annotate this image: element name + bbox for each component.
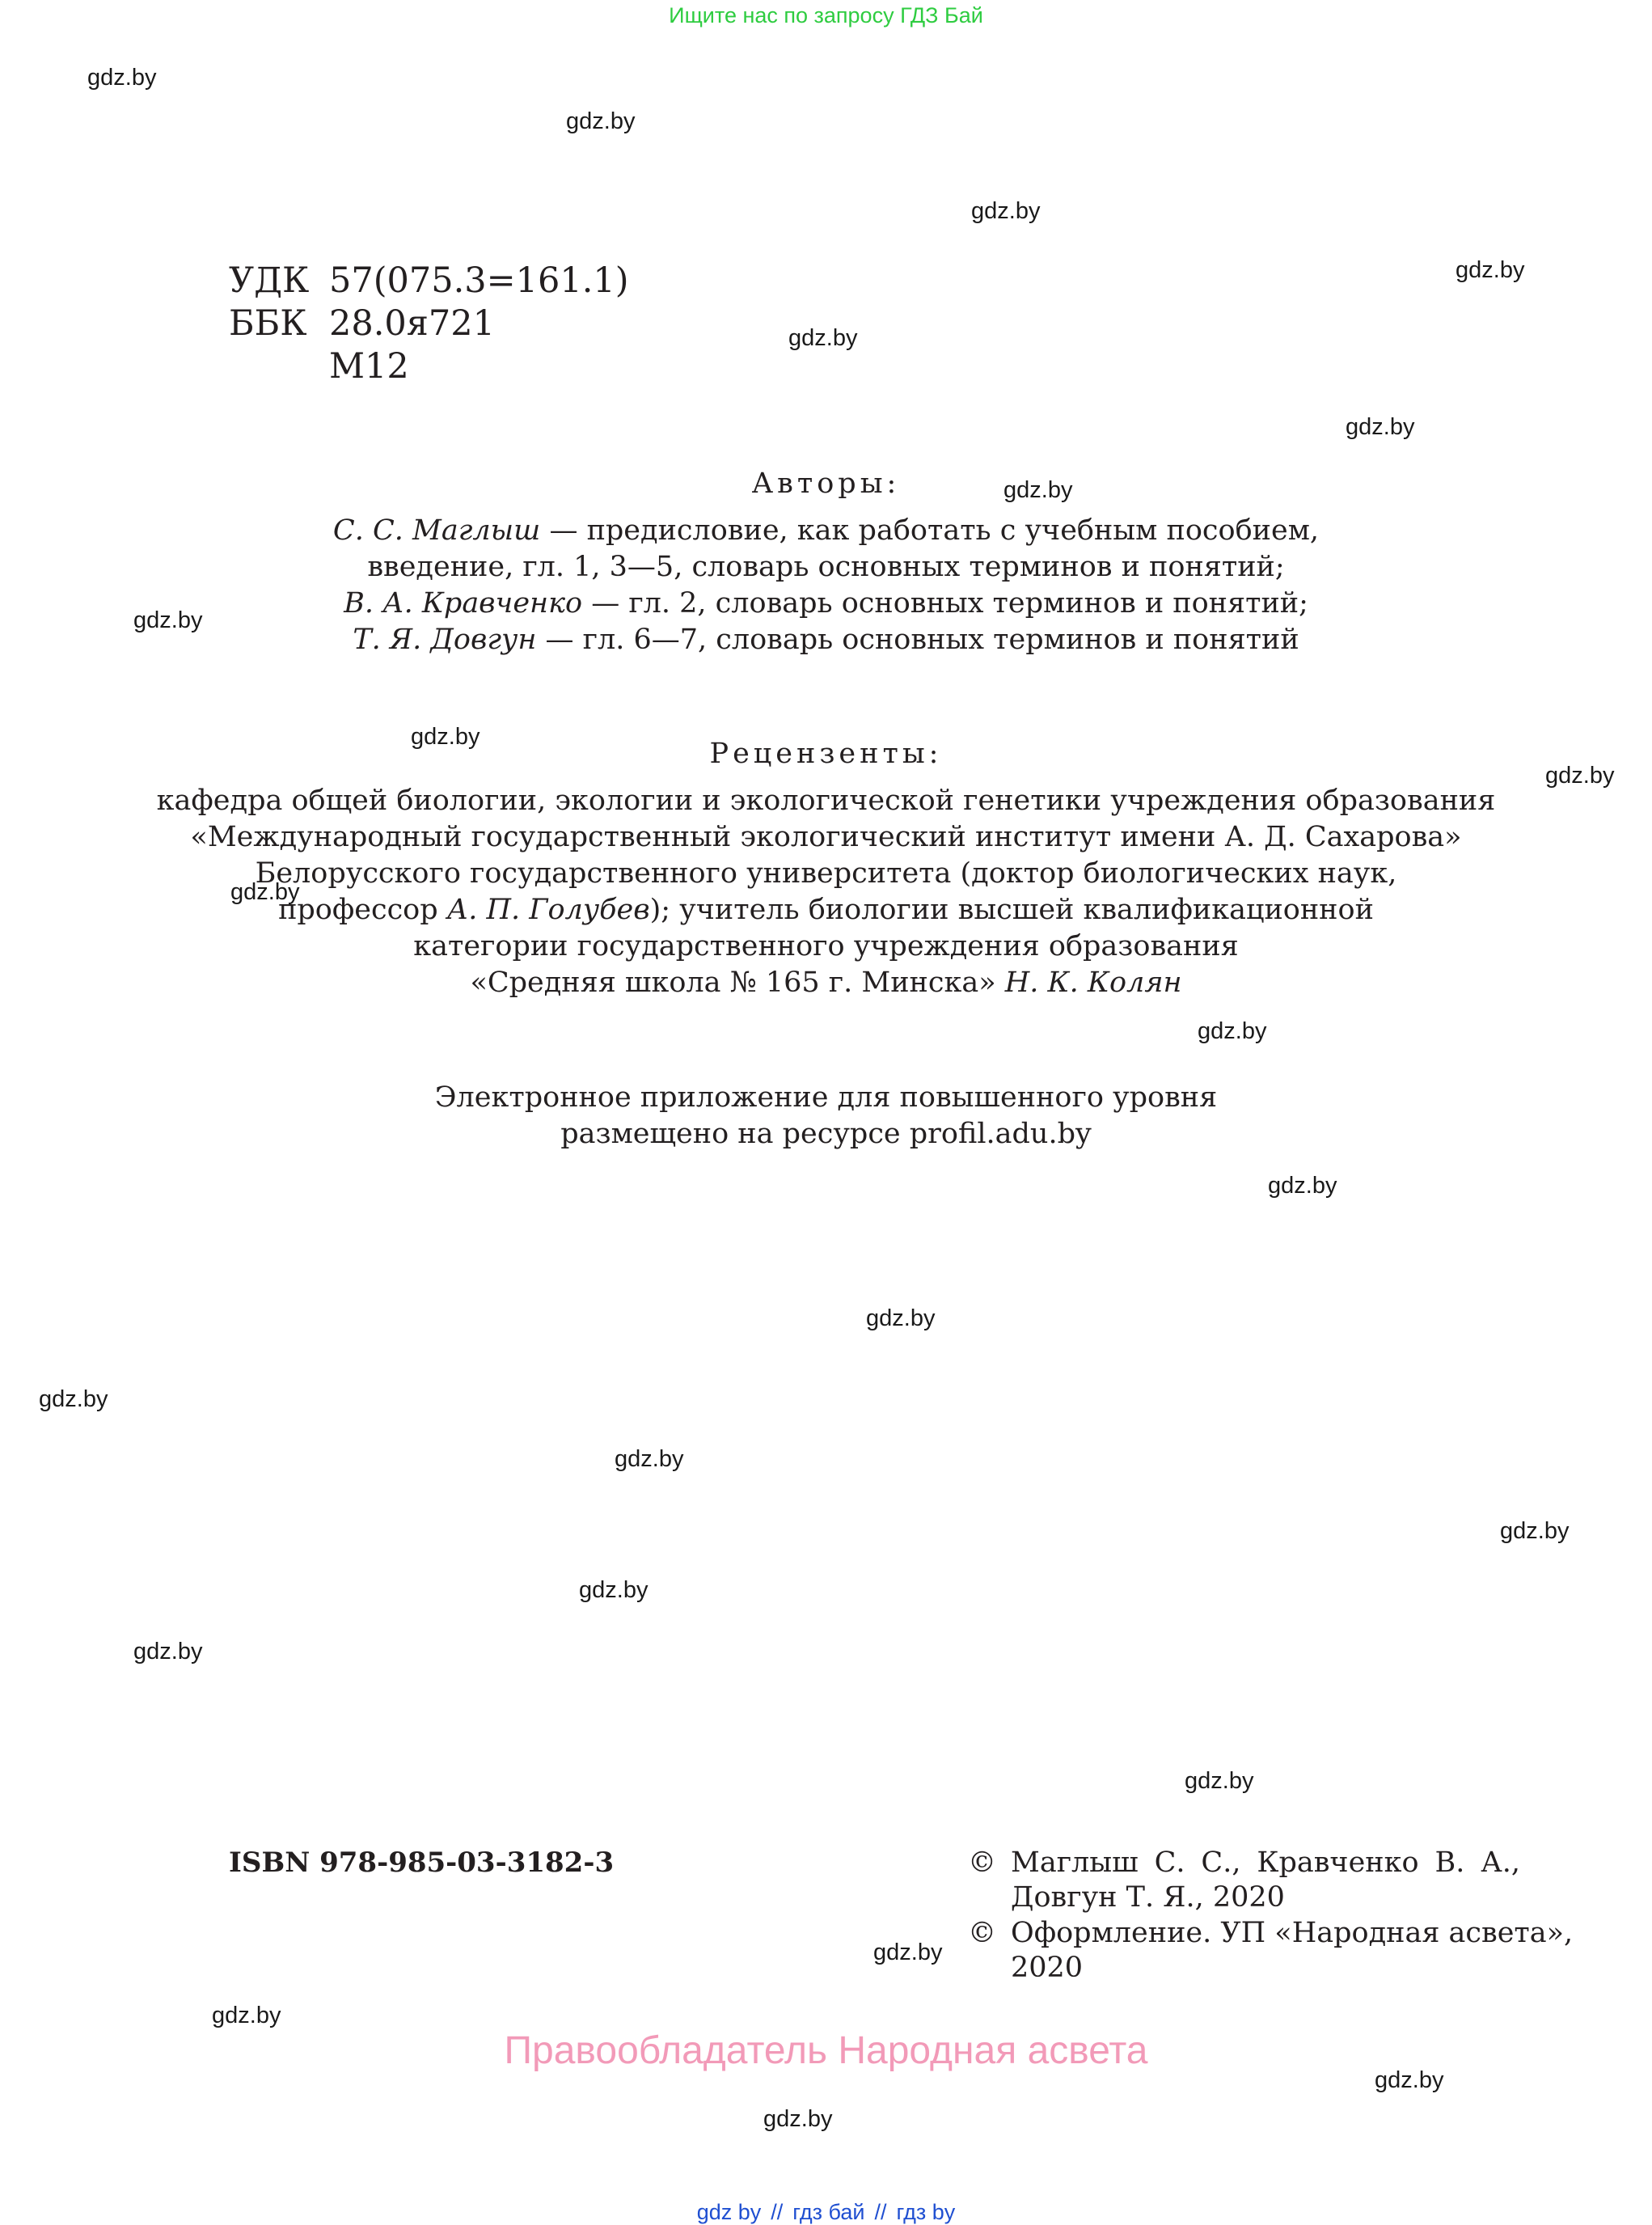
reviewer-line: «Международный государственный экологический институт имени А. Д. Сахарова» bbox=[190, 821, 1462, 853]
watermark: gdz.by bbox=[1003, 477, 1073, 503]
copyright-symbol: © bbox=[968, 1846, 996, 1879]
watermark: gdz.by bbox=[615, 1446, 684, 1472]
watermark: gdz.by bbox=[39, 1386, 108, 1412]
watermark: gdz.by bbox=[579, 1577, 649, 1603]
reviewer-text: профессор bbox=[278, 894, 447, 926]
watermark: gdz.by bbox=[1198, 1018, 1267, 1044]
reviewer-line: Белорусского государственного университета (доктор биологических наук, bbox=[255, 857, 1397, 890]
watermark: gdz.by bbox=[1500, 1518, 1570, 1544]
reviewer-line: кафедра общей биологии, экологии и экологической генетики учреждения образования bbox=[156, 785, 1496, 817]
copyright-line: Маглыш С. С., Кравченко В. А., bbox=[1011, 1846, 1520, 1879]
watermark: gdz.by bbox=[763, 2106, 833, 2132]
udk-value: 57(075.3=161.1) bbox=[329, 260, 629, 301]
watermark: gdz.by bbox=[788, 325, 858, 351]
copyright-line: Довгун Т. Я., 2020 bbox=[1011, 1881, 1285, 1914]
bbk-value: 28.0я721 bbox=[329, 303, 495, 344]
bottom-links bbox=[0, 2200, 1652, 2225]
reviewer-name: Н. К. Колян bbox=[1004, 967, 1182, 999]
author-line bbox=[0, 551, 1652, 583]
author-line bbox=[0, 624, 1652, 656]
link-gdz-bai[interactable]: гдз бай bbox=[792, 2200, 865, 2224]
watermark: gdz.by bbox=[1545, 763, 1615, 789]
watermark: gdz.by bbox=[873, 1939, 943, 1965]
copyright-line: 2020 bbox=[1011, 1952, 1084, 1984]
watermark: gdz.by bbox=[566, 108, 636, 134]
watermark: gdz.by bbox=[133, 1639, 203, 1665]
watermark: gdz.by bbox=[212, 2003, 281, 2028]
author-text: — предисловие, как работать с учебным пособием, bbox=[540, 514, 1320, 547]
isbn: ISBN 978-985-03-3182-3 bbox=[229, 1846, 615, 1879]
reviewer-text: ); учитель биологии высшей квалификационной bbox=[649, 894, 1374, 926]
author-name: С. С. Маглыш bbox=[332, 514, 541, 547]
author-name: В. А. Кравченко bbox=[344, 587, 583, 620]
rights-holder: Правообладатель Народная асвета bbox=[504, 2029, 1148, 2072]
watermark: gdz.by bbox=[971, 198, 1041, 224]
author-name: Т. Я. Довгун bbox=[353, 624, 537, 656]
watermark: gdz.by bbox=[87, 65, 157, 91]
author-line bbox=[0, 587, 1652, 620]
reviewer-text: «Средняя школа № 165 г. Минска» bbox=[470, 967, 1005, 999]
author-text: — гл. 2, словарь основных терминов и понятий; bbox=[582, 587, 1308, 620]
link-gdz-by-cyr[interactable]: гдз by bbox=[896, 2200, 956, 2224]
electronic-line: размещено на ресурсе profil.adu.by bbox=[560, 1118, 1092, 1150]
watermark: gdz.by bbox=[1375, 2067, 1444, 2093]
author-mark: М12 bbox=[329, 346, 409, 387]
reviewers-heading: Рецензенты: bbox=[709, 738, 943, 770]
link-gdz-by[interactable]: gdz by bbox=[696, 2200, 762, 2224]
reviewer-line: категории государственного учреждения образования bbox=[413, 930, 1239, 962]
author-line bbox=[0, 514, 1652, 547]
separator: // bbox=[874, 2200, 887, 2224]
watermark: gdz.by bbox=[411, 724, 480, 750]
reviewer-line bbox=[0, 967, 1652, 999]
copyright-symbol: © bbox=[968, 1917, 996, 1949]
separator: // bbox=[771, 2200, 784, 2224]
authors-heading: Авторы: bbox=[751, 467, 901, 500]
author-text: — гл. 6—7, словарь основных терминов и понятий bbox=[536, 624, 1299, 656]
author-text: введение, гл. 1, 3—5, словарь основных терминов и понятий; bbox=[367, 551, 1285, 583]
watermark: gdz.by bbox=[1346, 414, 1415, 440]
watermark: gdz.by bbox=[1456, 257, 1525, 283]
watermark: gdz.by bbox=[1268, 1173, 1337, 1199]
udk-label: УДК bbox=[229, 260, 310, 301]
reviewer-line bbox=[0, 894, 1652, 926]
watermark: gdz.by bbox=[133, 607, 203, 633]
watermark: gdz.by bbox=[1185, 1768, 1254, 1794]
watermark: gdz.by bbox=[866, 1305, 936, 1331]
top-banner: Ищите нас по запросу ГДЗ Бай bbox=[669, 3, 983, 27]
bbk-label: ББК bbox=[229, 303, 307, 344]
electronic-line: Электронное приложение для повышенного уровня bbox=[434, 1081, 1218, 1114]
copyright-line: Оформление. УП «Народная асвета», bbox=[1011, 1917, 1574, 1949]
watermark: gdz.by bbox=[230, 879, 300, 905]
reviewer-name: А. П. Голубев bbox=[446, 894, 650, 926]
